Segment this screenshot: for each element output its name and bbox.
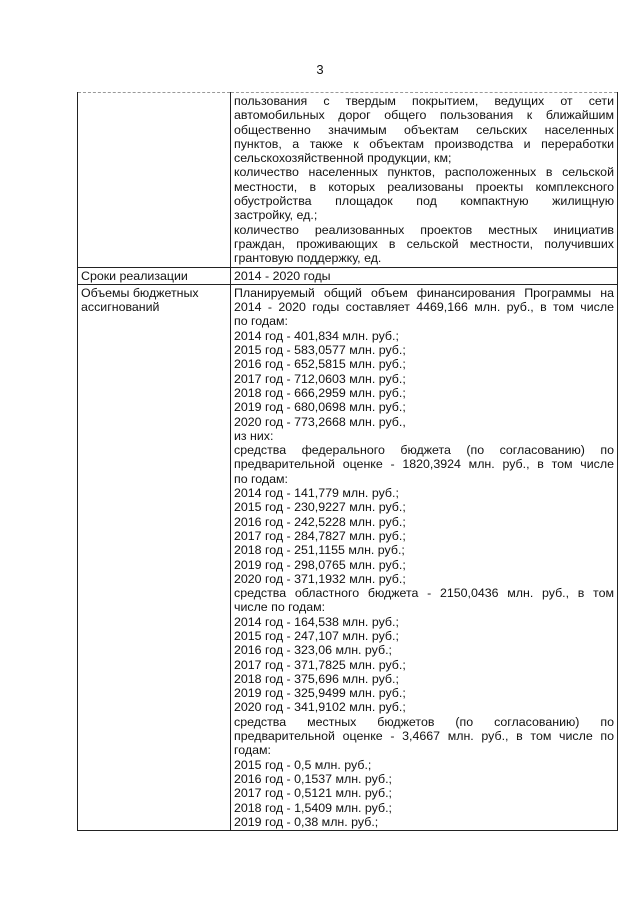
row-label bbox=[78, 93, 231, 268]
table-row bbox=[78, 93, 618, 268]
text-line: количество реализованных проектов местных инициатив bbox=[234, 222, 614, 237]
text-line: 2019 год - 0,38 млн. руб.; bbox=[234, 814, 379, 829]
text-line: застройку, ед.; bbox=[234, 208, 318, 223]
text-line: 2017 год - 712,0603 млн. руб.; bbox=[234, 371, 406, 386]
text-line: 2014 год - 164,538 млн. руб.; bbox=[234, 614, 399, 629]
table-row bbox=[78, 284, 618, 830]
text-line: средства федерального бюджета (по согласованию) по bbox=[234, 443, 614, 458]
text-line: предварительной оценке - 1820,3924 млн. руб., в том числе bbox=[234, 457, 614, 472]
row-label: Сроки реализации bbox=[78, 267, 231, 284]
text-line: 2017 год - 0,5121 млн. руб.; bbox=[234, 786, 392, 801]
row-value bbox=[231, 284, 618, 830]
text-line: 2017 год - 284,7827 млн. руб.; bbox=[234, 528, 406, 543]
text-line: обустройства площадок под компактную жилищную bbox=[234, 194, 614, 209]
text-line: 2020 год - 371,1932 млн. руб.; bbox=[234, 571, 406, 586]
text-line: грантовую поддержку, ед. bbox=[234, 251, 382, 266]
text-line: 2019 год - 680,0698 млн. руб.; bbox=[234, 400, 406, 415]
text-line: 2017 год - 371,7825 млн. руб.; bbox=[234, 657, 406, 672]
text-line: 2014 год - 401,834 млн. руб.; bbox=[234, 328, 399, 343]
row-value bbox=[231, 267, 618, 284]
text-line: предварительной оценке - 3,4667 млн. руб., в том числе по bbox=[234, 729, 614, 744]
text-line: 2019 год - 325,9499 млн. руб.; bbox=[234, 686, 406, 701]
program-passport-table bbox=[77, 92, 618, 831]
text-line: количество населенных пунктов, расположенных в сельской bbox=[234, 165, 614, 180]
text-line: средства областного бюджета - 2150,0436 млн. руб., в том bbox=[234, 586, 614, 601]
text-line: 2014 - 2020 годы bbox=[234, 268, 331, 283]
text-line: пользования с твердым покрытием, ведущих от сети bbox=[234, 94, 614, 108]
text-line: 2020 год - 773,2668 млн. руб., bbox=[234, 414, 406, 429]
text-line: числе по годам: bbox=[234, 600, 326, 615]
text-line: 2016 год - 0,1537 млн. руб.; bbox=[234, 771, 392, 786]
table-row bbox=[78, 267, 618, 284]
text-line: 2015 год - 583,0577 млн. руб.; bbox=[234, 343, 406, 358]
text-line: пунктов, а также к объектам производства и переработки bbox=[234, 136, 614, 151]
text-line: 2015 год - 230,9227 млн. руб.; bbox=[234, 500, 406, 515]
text-line: 2018 год - 251,1155 млн. руб.; bbox=[234, 543, 405, 558]
text-line: 2020 год - 341,9102 млн. руб.; bbox=[234, 700, 406, 715]
text-line: 2015 год - 247,107 млн. руб.; bbox=[234, 628, 399, 643]
text-line: по годам: bbox=[234, 314, 288, 329]
row-label: Объемы бюджетных ассигнований bbox=[78, 284, 231, 830]
table-body bbox=[78, 93, 618, 831]
text-line: 2018 год - 1,5409 млн. руб.; bbox=[234, 800, 392, 815]
text-line: по годам: bbox=[234, 471, 288, 486]
text-line: автомобильных дорог общего пользования к ближайшим bbox=[234, 108, 614, 123]
text-line: общественно значимым объектам сельских населенных bbox=[234, 122, 614, 137]
text-line: 2019 год - 298,0765 млн. руб.; bbox=[234, 557, 406, 572]
text-line: 2014 год - 141,779 млн. руб.; bbox=[234, 486, 399, 501]
text-line: Планируемый общий объем финансирования Программы на bbox=[234, 285, 614, 300]
page-number: 3 bbox=[316, 62, 324, 77]
text-line: годам: bbox=[234, 743, 271, 758]
text-line: местности, в которых реализованы проекты комплексного bbox=[234, 179, 614, 194]
text-line: 2018 год - 666,2959 млн. руб.; bbox=[234, 385, 406, 400]
text-line: 2016 год - 323,06 млн. руб.; bbox=[234, 643, 392, 658]
text-line: 2015 год - 0,5 млн. руб.; bbox=[234, 757, 372, 772]
text-line: 2014 - 2020 годы составляет 4469,166 млн. руб., в том числе bbox=[234, 300, 614, 315]
text-line: 2018 год - 375,696 млн. руб.; bbox=[234, 671, 399, 686]
text-line: средства местных бюджетов (по согласованию) по bbox=[234, 714, 614, 729]
text-line: из них: bbox=[234, 428, 274, 443]
text-line: 2016 год - 652,5815 млн. руб.; bbox=[234, 357, 406, 372]
text-line: сельскохозяйственной продукции, км; bbox=[234, 151, 452, 166]
row-value bbox=[231, 93, 618, 268]
text-line: 2016 год - 242,5228 млн. руб.; bbox=[234, 514, 406, 529]
text-line: граждан, проживающих в сельской местности, получивших bbox=[234, 236, 614, 251]
